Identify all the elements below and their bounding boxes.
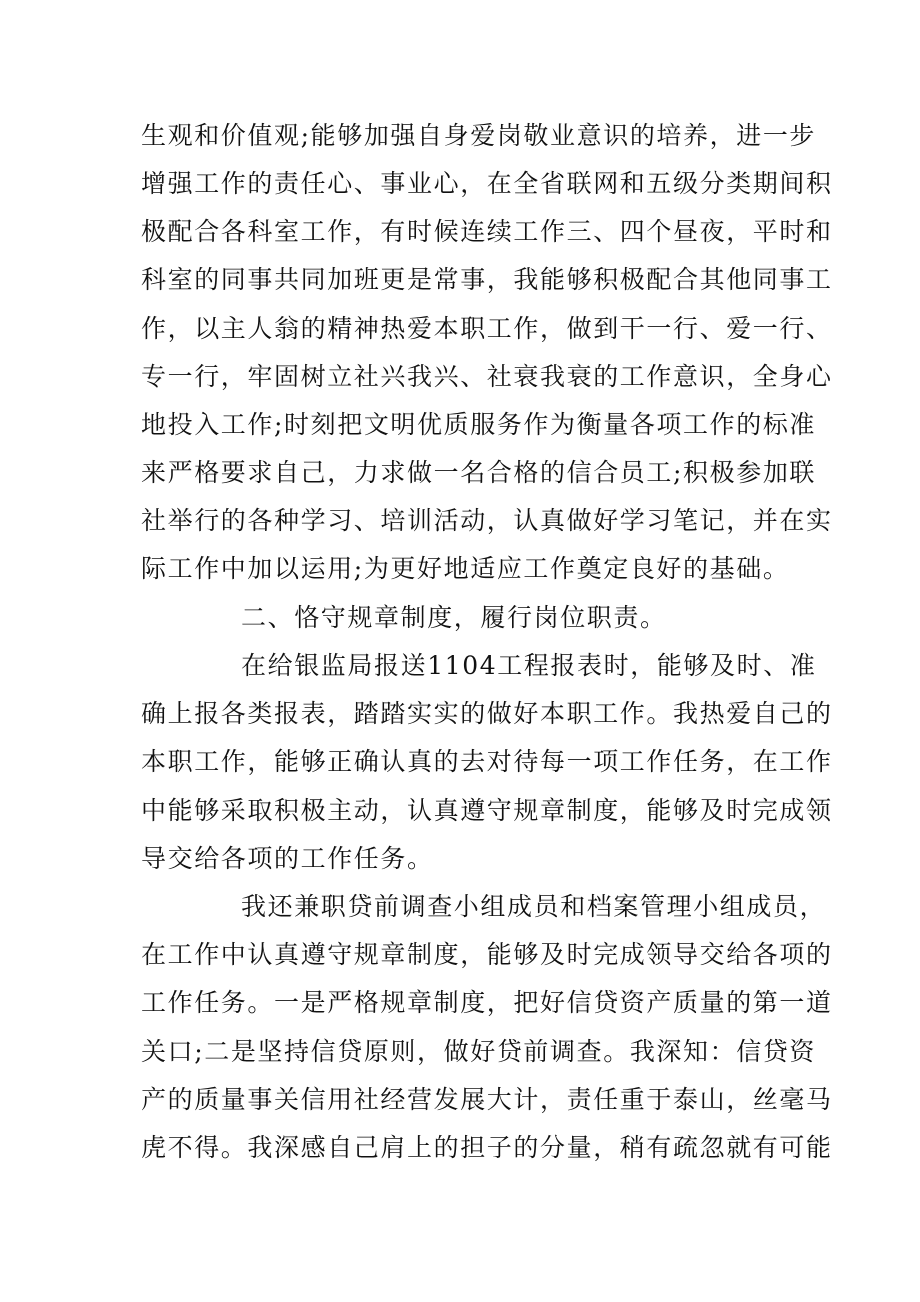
text-line: 本职工作，能够正确认真的去对待每一项工作任务，在工作 — [141, 747, 833, 776]
text-line: 确上报各类报表，踏踏实实的做好本职工作。我热爱自己的 — [141, 699, 833, 728]
section-heading: 二、恪守规章制度，履行岗位职责。 — [241, 603, 667, 632]
text-line: 专一行，牢固树立社兴我兴、社衰我衰的工作意识，全身心 — [141, 362, 833, 391]
text-line: 社举行的各种学习、培训活动，认真做好学习笔记，并在实 — [141, 506, 833, 535]
text-line: 极配合各科室工作，有时候连续工作三、四个昼夜，平时和 — [141, 217, 833, 246]
text-line: 地投入工作;时刻把文明优质服务作为衡量各项工作的标准 — [141, 410, 817, 439]
text-line: 中能够采取积极主动，认真遵守规章制度，能够及时完成领 — [141, 796, 833, 825]
text-line: 作，以主人翁的精神热爱本职工作，做到干一行、爱一行、 — [141, 314, 833, 343]
text-line: 际工作中加以运用;为更好地适应工作奠定良好的基础。 — [141, 554, 790, 583]
text-line: 在给银监局报送1104工程报表时，能够及时、准 — [241, 651, 817, 680]
text-line: 在工作中认真遵守规章制度，能够及时完成领导交给各项的 — [141, 940, 833, 969]
text-line: 虎不得。我深感自己肩上的担子的分量，稍有疏忽就有可能 — [141, 1133, 833, 1162]
text-line: 产的质量事关信用社经营发展大计，责任重于泰山，丝毫马 — [141, 1085, 833, 1114]
text-line: 关口;二是坚持信贷原则，做好贷前调查。我深知：信贷资 — [141, 1037, 817, 1066]
text-line: 我还兼职贷前调查小组成员和档案管理小组成员， — [241, 892, 827, 921]
text-line: 导交给各项的工作任务。 — [141, 844, 434, 873]
text-line: 科室的同事共同加班更是常事，我能够积极配合其他同事工 — [141, 265, 833, 294]
text-line: 来严格要求自己，力求做一名合格的信合员工;积极参加联 — [141, 458, 817, 487]
text-line: 生观和价值观;能够加强自身爱岗敬业意识的培养，进一步 — [141, 121, 817, 150]
text-line: 工作任务。一是严格规章制度，把好信贷资产质量的第一道 — [141, 988, 833, 1017]
text-line: 增强工作的责任心、事业心，在全省联网和五级分类期间积 — [141, 169, 833, 198]
